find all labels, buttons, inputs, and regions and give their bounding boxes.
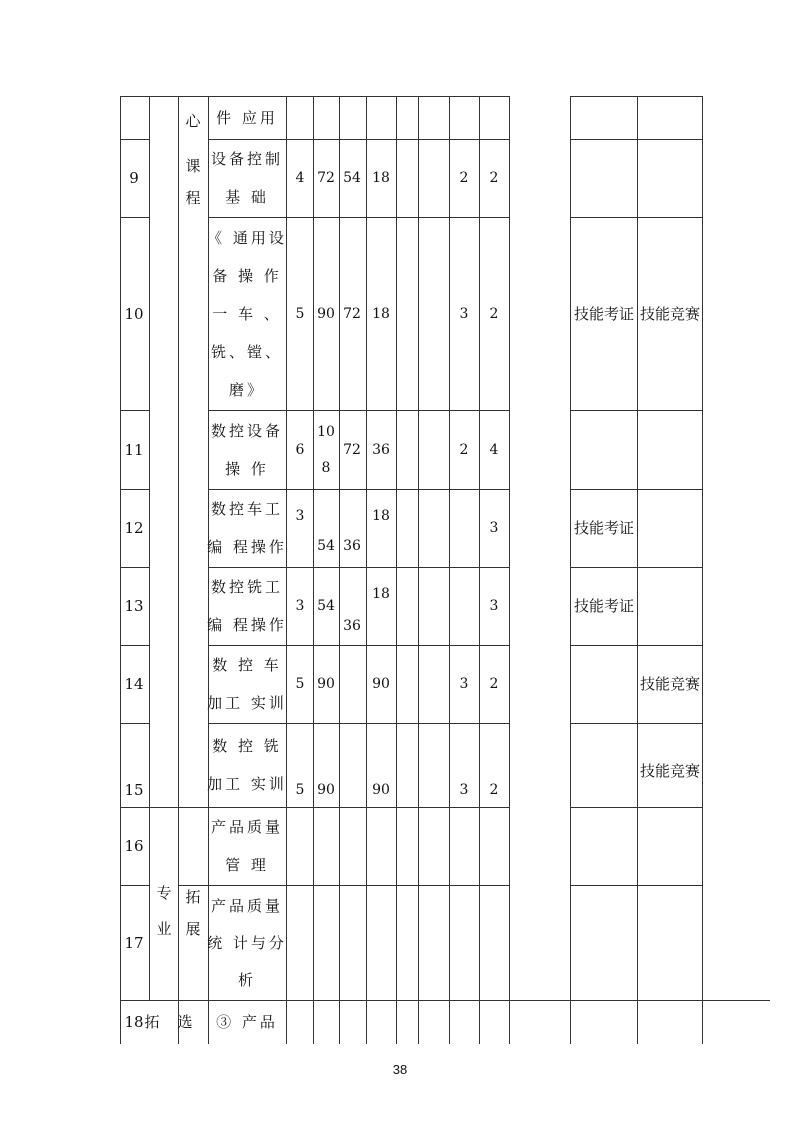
column-line xyxy=(149,807,150,1000)
cell-credit: 6 xyxy=(295,441,305,458)
row-divider xyxy=(208,723,509,724)
cell-total: 90 xyxy=(317,676,335,692)
column-line xyxy=(313,96,314,1044)
row-number: 14 xyxy=(124,675,144,693)
row-divider xyxy=(208,567,509,568)
row-divider xyxy=(120,567,149,568)
column-line xyxy=(149,96,150,807)
course-name: 备 操 作 xyxy=(212,266,282,285)
course-name: 编 程操作 xyxy=(207,616,287,634)
row-divider xyxy=(120,645,149,646)
cell-s6: 3 xyxy=(489,520,499,536)
cell-practice: 36 xyxy=(372,441,390,458)
course-name: 加工 实训 xyxy=(207,694,287,712)
column-line xyxy=(366,96,367,1044)
cell-s6: 4 xyxy=(489,441,499,458)
cell-theory: 72 xyxy=(343,305,361,322)
cell-theory: 36 xyxy=(343,618,361,634)
course-name: 磨》 xyxy=(228,380,266,399)
cell-total: 54 xyxy=(317,538,335,554)
row-divider xyxy=(570,217,702,218)
cell-s5: 2 xyxy=(459,170,469,186)
row-number: 16 xyxy=(124,837,144,855)
cell-practice: 90 xyxy=(372,782,390,798)
table-border-top-right xyxy=(570,96,702,97)
row-divider xyxy=(208,139,509,140)
cell-theory: 54 xyxy=(343,170,361,186)
row-divider xyxy=(120,807,149,808)
row-divider xyxy=(120,217,149,218)
course-name: 产品质量 xyxy=(210,896,284,915)
cell-competition: 技能竞赛 xyxy=(639,675,701,693)
group-divider xyxy=(149,807,209,808)
column-line xyxy=(449,96,450,1044)
cell-theory: 72 xyxy=(343,441,361,458)
cell-s6: 2 xyxy=(489,305,499,322)
group-label-core: 课 xyxy=(185,157,201,175)
group-label-expansion: 拓 xyxy=(185,888,201,906)
cell-s6: 2 xyxy=(489,782,499,798)
row-number: 12 xyxy=(124,519,144,537)
group-label-major: 专 xyxy=(156,884,172,902)
column-line xyxy=(178,96,179,1044)
cell-certificate: 技能考证 xyxy=(573,519,635,537)
row-number: 11 xyxy=(124,440,144,459)
cell-total: 8 xyxy=(321,459,331,476)
cell-practice: 18 xyxy=(372,586,390,602)
row-divider xyxy=(570,645,702,646)
cell-s5: 3 xyxy=(459,782,469,798)
group-label-core: 程 xyxy=(185,189,201,207)
course-name: 设备控制 xyxy=(210,150,284,168)
row-number: 10 xyxy=(124,304,144,323)
column-line xyxy=(120,96,121,1044)
row-divider xyxy=(120,723,149,724)
course-name: 产品质量 xyxy=(210,818,284,836)
cell-certificate: 技能考证 xyxy=(573,304,635,323)
row-number: 18 xyxy=(124,1013,144,1031)
cell-total: 90 xyxy=(317,782,335,798)
column-line xyxy=(418,96,419,1044)
group-label-major: 业 xyxy=(156,920,172,938)
row-divider xyxy=(570,807,702,808)
row-divider xyxy=(570,723,702,724)
row-divider xyxy=(208,217,509,218)
page-number: 38 xyxy=(392,1062,408,1077)
row-divider xyxy=(208,489,509,490)
cell-s6: 2 xyxy=(489,676,499,692)
course-name: 数控铣工 xyxy=(210,578,284,596)
course-name: 铣、镗、 xyxy=(210,342,284,361)
cell-total: 72 xyxy=(317,170,335,186)
course-name: 统 计与分 xyxy=(207,933,287,952)
column-line xyxy=(702,96,703,1044)
cell-s6: 3 xyxy=(489,598,499,614)
cell-s5: 3 xyxy=(459,676,469,692)
course-name: 件 应用 xyxy=(216,108,278,127)
cell-competition: 技能竞赛 xyxy=(639,762,701,780)
cell-competition: 技能竞赛 xyxy=(639,304,701,323)
course-name: 基 础 xyxy=(225,188,269,206)
cell-total: 10 xyxy=(317,423,335,440)
group-label-expansion: 展 xyxy=(185,920,201,938)
cell-credit: 5 xyxy=(295,305,305,322)
cell-credit: 3 xyxy=(295,598,305,614)
row-divider xyxy=(208,410,509,411)
cell-credit: 3 xyxy=(295,508,305,524)
row-divider xyxy=(208,645,509,646)
row-divider xyxy=(120,489,149,490)
column-line xyxy=(479,96,480,1044)
group-label-core: 心 xyxy=(185,112,201,130)
course-name: 析 xyxy=(237,970,257,989)
cell-practice: 90 xyxy=(372,676,390,692)
cell-theory: 36 xyxy=(343,538,361,554)
row-divider xyxy=(120,139,149,140)
cell-total: 90 xyxy=(317,305,335,322)
course-name: 一 车 、 xyxy=(212,304,282,323)
column-line xyxy=(509,96,510,1044)
course-name: 加工 实训 xyxy=(207,775,287,793)
course-name: 管 理 xyxy=(225,856,269,874)
row-divider xyxy=(570,567,702,568)
course-name: 数控车工 xyxy=(210,500,284,518)
row-number: 9 xyxy=(129,169,139,187)
group-label-partial: 选 xyxy=(177,1013,193,1031)
row-number: 13 xyxy=(124,597,144,615)
row-divider xyxy=(120,410,149,411)
row-divider xyxy=(178,885,509,886)
column-line xyxy=(637,96,638,1044)
row-number: 17 xyxy=(124,933,144,952)
row-number: 15 xyxy=(124,781,144,799)
cell-practice: 18 xyxy=(372,170,390,186)
row-divider xyxy=(570,489,702,490)
cell-credit: 5 xyxy=(295,782,305,798)
cell-credit: 5 xyxy=(295,676,305,692)
column-line xyxy=(396,96,397,1044)
course-name: 数控设备 xyxy=(210,421,284,440)
course-name: 数 控 铣 xyxy=(212,737,282,755)
group-label-partial: 拓 xyxy=(144,1013,160,1031)
course-name: 数 控 车 xyxy=(212,656,282,674)
cell-credit: 4 xyxy=(295,170,305,186)
cell-s5: 2 xyxy=(459,441,469,458)
course-name: 《 通用设 xyxy=(207,228,287,247)
course-name: 操 作 xyxy=(225,459,269,478)
course-name: ③ 产品 xyxy=(216,1013,278,1031)
row-divider xyxy=(120,1000,770,1001)
cell-s6: 2 xyxy=(489,170,499,186)
cell-practice: 18 xyxy=(372,508,390,524)
row-divider xyxy=(570,139,702,140)
cell-s5: 3 xyxy=(459,305,469,322)
row-divider xyxy=(120,885,149,886)
column-line xyxy=(339,96,340,1044)
row-divider xyxy=(570,410,702,411)
cell-total: 54 xyxy=(317,598,335,614)
cell-certificate: 技能考证 xyxy=(573,597,635,615)
cell-practice: 18 xyxy=(372,305,390,322)
column-line xyxy=(570,96,571,1044)
course-name: 编 程操作 xyxy=(207,538,287,556)
row-divider xyxy=(178,807,509,808)
row-divider xyxy=(570,885,702,886)
